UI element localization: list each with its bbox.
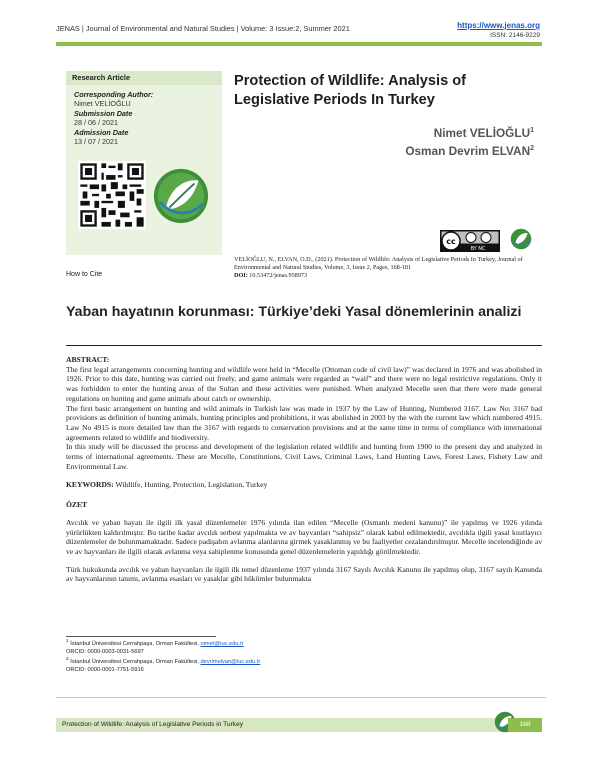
abstract-section: ABSTRACT: The first legal arrangements concerning hunting and wildlife were held in “Mecelle (Ottoman code of civil law)” was declared in 1976 and was abolished in 1926. Prior to this date, hunting was carried out freely, and game animals were regarded as “waif” and there were no legal restrictive regulations. Only it was forbidden to enter the hunting areas of the Sultan and these activities were punished. When analyzed Mecelle seen that there were made general regulations on hunting and game animals about catch or ownership. The first basic arrangement on hunting and wild animals in Turkish law was made in 1937 by the Law of Hunting, Numbered 3167. Law No: 3167 had provisions as definition of hunting animals, hunting principles and prohibitions, it was abolished in 2003 by the with the current law which numbered 4915. Law No 4915 is more detailed law than the 3167 with regards to conservation provisions and at the same time in terms of compliance with international agreements related to wildlife and biodiversity. In this study will be discussed the process and development of the legislation related wildlife and hunting from 1900 to the present day and analyzed in terms of international agreements. These are Mecelle, Constitutions, Civil Laws, Criminal Laws, Land Hunting Laws, Forest Laws, Fishery Law and Environmental Law. KEYWORDS: Wildlife, Hunting, Protection, Legislation, Turkey ÖZET Avcılık ve yaban hayatı ile ilgili ilk yasal düzenlemeler 1976 yılında ilan edilen “Mecelle (Osmanlı medeni kanunu)” ile yapılmış ve 1926 yılında yürürlükten kaldırılmıştır. Bu tarihe kadar avcılık serbest yapılmakta ve av hayvanları “sahipsiz” olarak kabul edilmektedir, avcılıkla ilgili yasal kısıtlayıcı düzenlemeler de bulunmamaktadır. Sadece padişahın avlanma alanlarına girmek yasaklanmış ve bu faaliyetler cezalandırılmıştır. Mecelle incelendiğinde av ve av hayvanları ile ilgili olarak avlanma veya sahiplenme konusunda genel düzenlemelerin yapıldığı görülmektedir. Türk hukukunda avcılık ve yaban hayvanları ile ilgili ilk temel düzenleme 1937 yılında 3167 Sayılı Avcılık Kanunu ile yapılmış olup, 3167 sayılı Kanunda av hayvanlarının tanımı, avlanma esasları ve yasaklar gibi hükümler bulunmakta bbox=[66, 355, 542, 584]
abstract-heading: ABSTRACT bbox=[66, 355, 107, 364]
turkish-title: Yaban hayatının korunması: Türkiye’deki Yasal dönemlerinin analizi bbox=[66, 304, 522, 320]
doi-value[interactable]: 10.53472/jenas.958973 bbox=[249, 272, 308, 279]
footnote-1-sup: 1 bbox=[66, 639, 69, 644]
footnote-1-affiliation: İstanbul Üniversitesi Cerrahpaşa, Orman Fakültesi, bbox=[70, 640, 199, 647]
cc-by-nc-text: BY NC bbox=[470, 246, 486, 252]
footnote-2-affiliation: İstanbul Üniversitesi Cerrahpaşa, Orman Fakültesi, bbox=[70, 659, 199, 666]
abstract-paragraph-2: The first basic arrangement on hunting and wild animals in Turkish law was made in 1937 by the Law of Hunting, Numbered 3167. Law No: 3167 had provisions as definition of hunting animals, hunting principles and prohibitions, it was abolished in 2003 by the with the current law which numbered 4915. Law No 4915 is more detailed law than the 3167 with regards to conservation provisions and at the same time in terms of compliance with international agreements related to wildlife and biodiversity. bbox=[66, 403, 542, 442]
section-divider bbox=[66, 345, 542, 346]
submission-date: 28 / 06 / 2021 bbox=[74, 118, 118, 127]
ozet-paragraph-2: Türk hukukunda avcılık ve yaban hayvanları ile ilgili ilk temel düzenleme 1937 yılında 3167 Sayılı Avcılık Kanunu ile yapılmış olup, 3167 sayılı Kanunda av hayvanlarının tanımı, avlanma esasları ve yasaklar gibi hükümler bulunmakta bbox=[66, 564, 542, 584]
citation-block bbox=[234, 256, 536, 280]
journal-header: JENAS | Journal of Environmental and Natural Studies | Volume: 3 Issue:2, Summer 2021 bbox=[56, 24, 350, 33]
author-2-sup: 2 bbox=[530, 144, 534, 152]
corresponding-author-label: Corresponding Author: bbox=[74, 90, 154, 99]
ozet-paragraph-1: Avcılık ve yaban hayatı ile ilgili ilk yasal düzenlemeler 1976 yılında ilan edilen “Mecelle (Osmanlı medeni kanunu)” ile yapılmış ve 1926 yılında yürürlükten kaldırılmıştır. Bu tarihe kadar avcılık serbest yapılmakta ve av hayvanları “sahipsiz” olarak kabul edilmektedir, avcılıkla ilgili yasal kısıtlayıcı düzenlemeler de bulunmamaktadır. Sadece padişahın avlanma alanlarına girmek yasaklanmış ve bu faaliyetler cezalandırılmıştır. Mecelle incelendiğinde av ve av hayvanları ile ilgili olarak avlanma veya sahiplenme konusunda genel düzenlemelerin yapıldığı görülmektedir. bbox=[66, 517, 542, 556]
header-accent-bar bbox=[56, 42, 542, 46]
abstract-paragraph-3: In this study will be discussed the process and development of the legislation related wildlife and hunting from 1900 to the present day and analyzed in terms of international agreements. These are Mecelle, Constitutions, Civil Laws, Criminal Laws, Land Hunting Laws, Forest Laws, Fishery Law and Environmental Law. bbox=[66, 442, 542, 471]
footnote-2-sup: 2 bbox=[66, 657, 69, 663]
author-2-name: Osman Devrim ELVAN bbox=[405, 143, 531, 158]
footnote-2 bbox=[66, 656, 426, 666]
running-title-footer: Protection of Wildlife: Analysis of Legislative Periods in Turkey bbox=[56, 718, 518, 732]
admission-date: 13 / 07 / 2021 bbox=[74, 137, 118, 146]
page-number: 168 bbox=[508, 718, 542, 732]
article-title: Protection of Wildlife: Analysis of Legislative Periods In Turkey bbox=[234, 73, 467, 108]
footer-divider bbox=[56, 697, 546, 698]
admission-date-label: Admission Date bbox=[74, 128, 129, 137]
author-1-sup: 1 bbox=[530, 127, 534, 134]
jenas-small-logo-icon bbox=[510, 228, 532, 250]
footnote-2-email-link[interactable]: devrimelvan@iuc.edu.tr bbox=[200, 659, 261, 666]
footnote-1-orcid: ORCID: 0000-0003-0031-5697 bbox=[66, 649, 144, 656]
submission-date-label: Submission Date bbox=[74, 109, 133, 118]
cc-symbol-text: cc bbox=[446, 237, 456, 246]
how-to-cite-label: How to Cite bbox=[66, 271, 103, 278]
journal-url-link[interactable]: https://www.jenas.org bbox=[457, 21, 540, 30]
keywords-label: KEYWORDS: bbox=[66, 480, 114, 490]
cc-license-badge-icon[interactable] bbox=[440, 230, 500, 252]
qr-code-icon[interactable] bbox=[78, 161, 146, 229]
jenas-leaf-logo-icon bbox=[152, 167, 210, 225]
footnote-rule bbox=[66, 636, 216, 637]
keywords: Wildlife, Hunting, Protection, Legislation, Turkey bbox=[115, 480, 268, 490]
ozet-heading: ÖZET bbox=[66, 500, 88, 510]
footnote-1-email-link[interactable]: nimet@iuc.edu.tr bbox=[200, 640, 244, 647]
doi-label: DOI: bbox=[234, 272, 248, 279]
author-1-name: Nimet VELİOĞLU bbox=[433, 125, 531, 140]
authors bbox=[405, 123, 534, 159]
author-2 bbox=[405, 141, 534, 159]
footnote-2-orcid: ORCID: 0000-0001-7751-5916 bbox=[66, 667, 144, 674]
citation-text: VELİOĞLU, N., ELVAN, O.D., (2021). Protection of Wildlife: Analysis of Legislative Periods In Turkey, Journal of Environmental and Natural Studies, Volume, 3, Issue 2, Pages, 168-181 bbox=[234, 256, 523, 271]
article-type: Research Article bbox=[66, 71, 222, 85]
issn: ISSN: 2146-9229 bbox=[490, 32, 540, 39]
corresponding-author-name: Nimet VELİOĞLU bbox=[74, 99, 131, 108]
author-1 bbox=[405, 123, 534, 141]
footnote-1 bbox=[66, 638, 426, 648]
abstract-paragraph-1: The first legal arrangements concerning hunting and wildlife were held in “Mecelle (Ottoman code of civil law)” was declared in 1976 and was abolished in 1926. Prior to this date, hunting was carried out freely, and game animals were regarded as “waif” and there were no legal restrictive regulations. Only it was forbidden to enter the hunting areas of the Sultan and these activities were punished. When analyzed Mecelle seen that there were made general regulations on hunting and game animals about catch or ownership. bbox=[66, 364, 542, 403]
footnotes bbox=[66, 638, 426, 675]
article-info-box bbox=[66, 71, 222, 255]
